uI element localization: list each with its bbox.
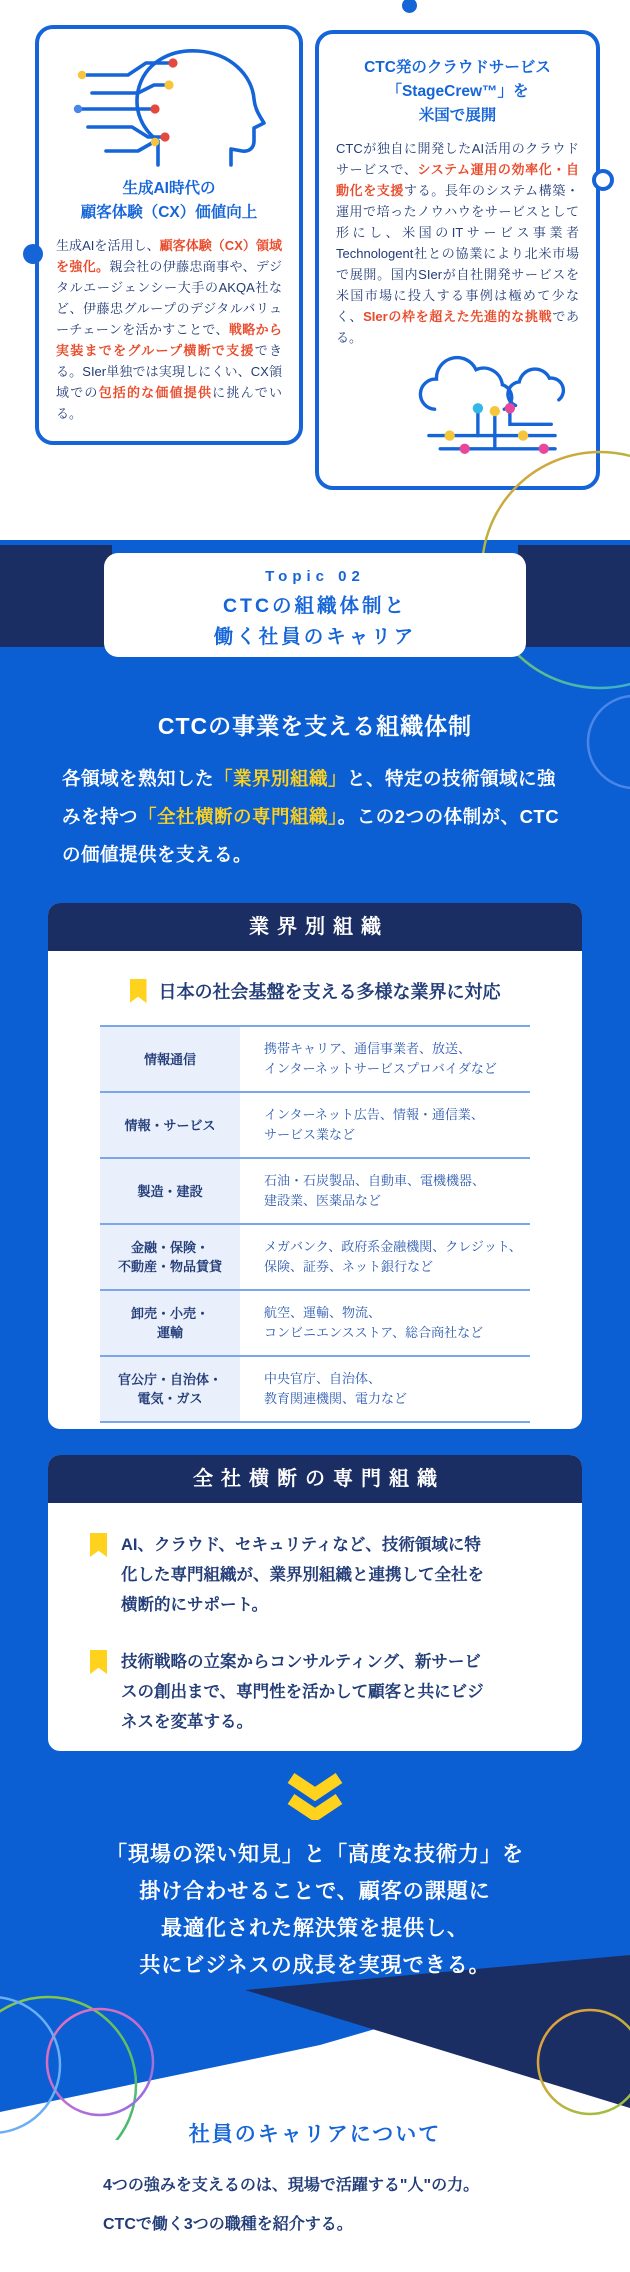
row-desc: 石油・石炭製品、自動車、電機機器、 建設業、医薬品など — [264, 1173, 486, 1208]
row-desc: メガバンク、政府系金融機関、クレジット、 保険、証券、ネット銀行など — [264, 1239, 522, 1274]
table-row — [100, 1289, 530, 1355]
row-label: 情報・サービス — [100, 1093, 240, 1157]
row-label: 官公庁・自治体・ 電気・ガス — [100, 1357, 240, 1421]
row-label: 卸売・小売・ 運輸 — [100, 1291, 240, 1355]
timeline-dot-right — [592, 169, 614, 191]
left-topic-card — [35, 25, 303, 445]
decor-square-left — [0, 545, 112, 647]
industry-table — [100, 1025, 530, 1423]
double-chevron-down-icon — [285, 1772, 345, 1820]
crossorg-bullet — [48, 1530, 582, 1620]
table-row — [100, 1355, 530, 1421]
crossorg-bullet-text: AI、クラウド、セキュリティなど、技術領域に特化した専門組織が、業界別組織と連携して全社を横断的にサポート。 — [121, 1536, 484, 1614]
timeline-dot-top — [402, 0, 417, 13]
left-card-body: 生成AIを活用し、顧客体験（CX）領域を強化。親会社の伊藤忠商事や、デジタルエージェンシー大手のAKQA社など、伊藤忠グループのデジタルバリューチェーンを活かすことで、戦略から実装までをグループ横断で支援できる。SIer単独では実現しにくい、CX領域での包括的な価値提供に挑んでいる。 — [56, 238, 282, 421]
row-desc: 航空、運輸、物流、 コンビニエンスストア、総合商社など — [264, 1305, 484, 1340]
bookmark-icon — [90, 1650, 107, 1674]
industry-card-subheading — [48, 978, 582, 1004]
topic-kicker: Topic 02 — [265, 568, 365, 585]
table-row — [100, 1025, 530, 1091]
table-row — [100, 1223, 530, 1289]
row-label: 情報通信 — [100, 1027, 240, 1091]
row-desc: 携帯キャリア、通信事業者、放送、 インターネットサービスプロバイダなど — [264, 1041, 497, 1076]
topic-title: CTCの組織体制と 働く社員のキャリア — [213, 595, 417, 648]
left-card-title: 生成AI時代の 顧客体験（CX）価値向上 — [80, 180, 258, 221]
row-desc: 中央官庁、自治体、 教育関連機関、電力など — [264, 1371, 408, 1406]
crossorg-card — [48, 1455, 582, 1751]
crossorg-card-title: 全社横断の専門組織 — [48, 1455, 582, 1503]
ai-head-circuit-icon — [66, 41, 272, 173]
table-row — [100, 1091, 530, 1157]
timeline-dot-left — [23, 244, 43, 264]
org-section-heading: CTCの事業を支える組織体制 — [157, 713, 473, 739]
right-topic-card — [315, 30, 600, 490]
row-label: 金融・保険・ 不動産・物品賃貸 — [100, 1225, 240, 1289]
industry-card-title: 業界別組織 — [48, 903, 582, 951]
industry-org-card — [48, 903, 582, 1429]
org-statement: 「現場の深い知見」と「高度な技術力」を 掛け合わせることで、顧客の課題に 最適化された解決策を提供し、 共にビジネスの成長を実現できる。 — [106, 1843, 524, 1977]
crossorg-bullet — [48, 1647, 582, 1737]
bookmark-icon — [90, 1533, 107, 1557]
row-desc: インターネット広告、情報・通信業、 サービス業など — [264, 1107, 484, 1142]
table-row — [100, 1157, 530, 1223]
industry-subheading-text: 日本の社会基盤を支える多様な業界に対応 — [158, 982, 501, 1002]
right-card-body: CTCが独自に開発したAI活用のクラウドサービスで、システム運用の効率化・自動化を支援する。長年のシステム構築・運用で培ったノウハウをサービスとして形にし、米国のITサービス事業者Technologent社との協業により北米市場で展開。国内SIerが自社開発サービスを米国市場に投入する事例は極めて少なく、SIerの枠を超えた先進的な挑戦である。 — [336, 141, 579, 345]
right-card-title: CTC発のクラウドサービス 「StageCrew™」を 米国で展開 — [364, 59, 551, 124]
crossorg-bullet-text: 技術戦略の立案からコンサルティング、新サービスの創出まで、専門性を活かして顧客と共にビジネスを変革する。 — [121, 1653, 484, 1731]
career-section-body: 4つの強みを支えるのは、現場で活躍する"人"の力。 CTCで働く3つの職種を紹介する。 — [103, 2177, 480, 2233]
org-section-intro: 各領域を熟知した「業界別組織」と、特定の技術領域に強みを持つ「全社横断の専門組織」。この2つの体制が、CTCの価値提供を支える。 — [62, 768, 560, 865]
bookmark-icon — [130, 979, 147, 1003]
row-label: 製造・建設 — [100, 1159, 240, 1223]
career-section-heading: 社員のキャリアについて — [188, 2123, 442, 2146]
topic-header-card — [104, 553, 526, 657]
